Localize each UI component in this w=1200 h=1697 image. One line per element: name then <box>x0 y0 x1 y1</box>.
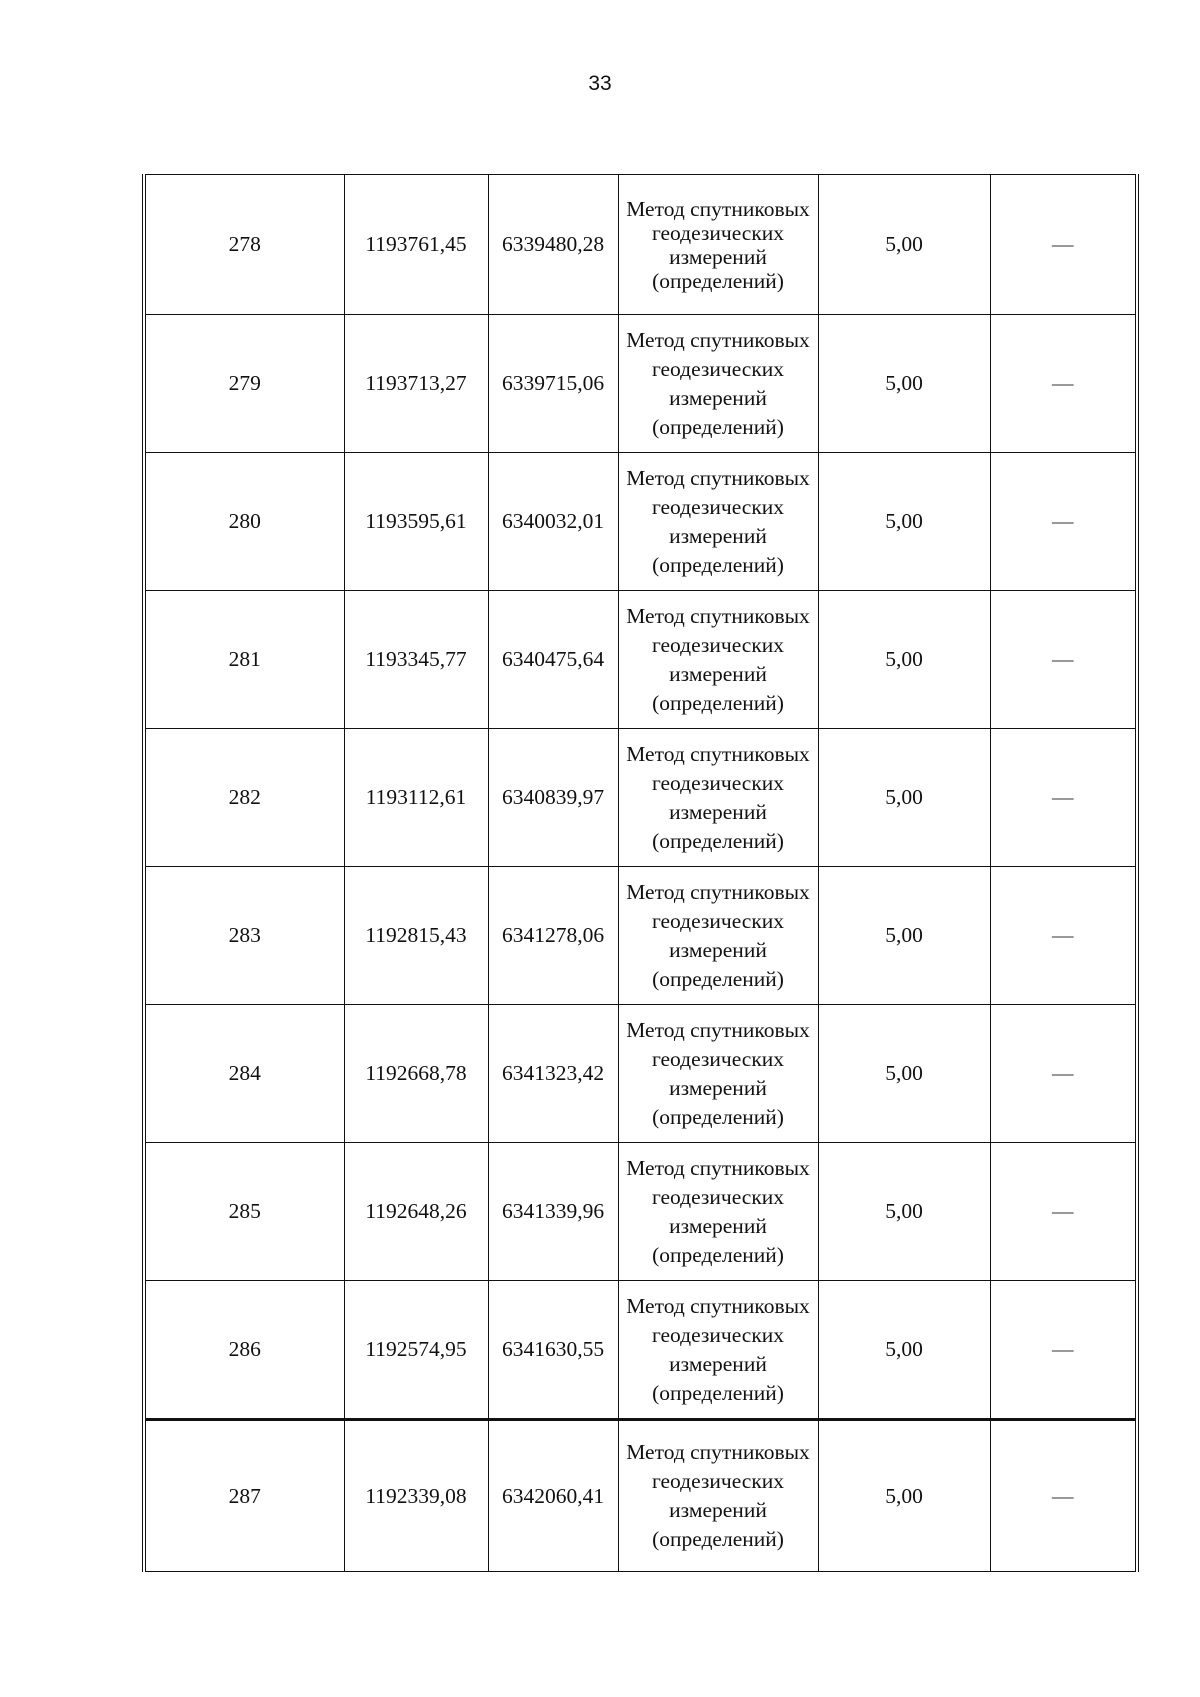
method-cell: Метод спутниковых геодезических измерений (определений) <box>618 867 818 1005</box>
table-row <box>144 1005 1137 1143</box>
y-coordinate-cell: 6339480,28 <box>488 175 618 315</box>
page-number: 33 <box>588 72 612 95</box>
method-cell: Метод спутниковых геодезических измерений (определений) <box>618 1420 818 1572</box>
method-cell: Метод спутниковых геодезических измерений (определений) <box>618 453 818 591</box>
point-number-cell: 283 <box>144 867 344 1005</box>
y-coordinate-cell: 6341630,55 <box>488 1281 618 1420</box>
x-coordinate-cell: 1193595,61 <box>344 453 488 591</box>
note-cell <box>990 1143 1137 1281</box>
accuracy-cell: 5,00 <box>818 1005 990 1143</box>
accuracy-cell: 5,00 <box>818 1420 990 1572</box>
table-row <box>144 729 1137 867</box>
method-cell: Метод спутниковых геодезических измерений (определений) <box>618 1281 818 1420</box>
dash-mark: — <box>1052 1061 1074 1085</box>
accuracy-cell: 5,00 <box>818 315 990 453</box>
method-cell: Метод спутниковых геодезических измерений (определений) <box>618 175 818 315</box>
method-cell: Метод спутниковых геодезических измерений (определений) <box>618 591 818 729</box>
dash-mark: — <box>1052 232 1074 256</box>
method-cell: Метод спутниковых геодезических измерений (определений) <box>618 1005 818 1143</box>
table-row <box>144 591 1137 729</box>
note-cell <box>990 1281 1137 1420</box>
y-coordinate-cell: 6340475,64 <box>488 591 618 729</box>
note-cell <box>990 1420 1137 1572</box>
point-number-cell: 282 <box>144 729 344 867</box>
accuracy-cell: 5,00 <box>818 867 990 1005</box>
y-coordinate-cell: 6339715,06 <box>488 315 618 453</box>
point-number-cell: 287 <box>144 1420 344 1572</box>
x-coordinate-cell: 1192574,95 <box>344 1281 488 1420</box>
note-cell <box>990 453 1137 591</box>
point-number-cell: 285 <box>144 1143 344 1281</box>
dash-mark: — <box>1052 509 1074 533</box>
y-coordinate-cell: 6342060,41 <box>488 1420 618 1572</box>
table-row <box>144 315 1137 453</box>
note-cell <box>990 729 1137 867</box>
note-cell <box>990 175 1137 315</box>
accuracy-cell: 5,00 <box>818 1281 990 1420</box>
note-cell <box>990 315 1137 453</box>
dash-mark: — <box>1052 785 1074 809</box>
point-number-cell: 286 <box>144 1281 344 1420</box>
point-number-cell: 278 <box>144 175 344 315</box>
dash-mark: — <box>1052 647 1074 671</box>
accuracy-cell: 5,00 <box>818 175 990 315</box>
x-coordinate-cell: 1193112,61 <box>344 729 488 867</box>
dash-mark: — <box>1052 1199 1074 1223</box>
x-coordinate-cell: 1193761,45 <box>344 175 488 315</box>
point-number-cell: 279 <box>144 315 344 453</box>
point-number-cell: 284 <box>144 1005 344 1143</box>
dash-mark: — <box>1052 923 1074 947</box>
table-row <box>144 175 1137 315</box>
x-coordinate-cell: 1192815,43 <box>344 867 488 1005</box>
y-coordinate-cell: 6341339,96 <box>488 1143 618 1281</box>
y-coordinate-cell: 6341323,42 <box>488 1005 618 1143</box>
dash-mark: — <box>1052 371 1074 395</box>
x-coordinate-cell: 1192668,78 <box>344 1005 488 1143</box>
accuracy-cell: 5,00 <box>818 591 990 729</box>
dash-mark: — <box>1052 1337 1074 1361</box>
x-coordinate-cell: 1193345,77 <box>344 591 488 729</box>
method-cell: Метод спутниковых геодезических измерений (определений) <box>618 315 818 453</box>
table-row <box>144 1420 1137 1572</box>
coordinates-table <box>142 174 1139 1572</box>
note-cell <box>990 867 1137 1005</box>
table-row <box>144 1281 1137 1420</box>
y-coordinate-cell: 6340839,97 <box>488 729 618 867</box>
dash-mark: — <box>1052 1483 1074 1508</box>
y-coordinate-cell: 6341278,06 <box>488 867 618 1005</box>
accuracy-cell: 5,00 <box>818 729 990 867</box>
x-coordinate-cell: 1192339,08 <box>344 1420 488 1572</box>
y-coordinate-cell: 6340032,01 <box>488 453 618 591</box>
method-cell: Метод спутниковых геодезических измерений (определений) <box>618 729 818 867</box>
table-row <box>144 867 1137 1005</box>
x-coordinate-cell: 1192648,26 <box>344 1143 488 1281</box>
note-cell <box>990 1005 1137 1143</box>
note-cell <box>990 591 1137 729</box>
x-coordinate-cell: 1193713,27 <box>344 315 488 453</box>
accuracy-cell: 5,00 <box>818 1143 990 1281</box>
coordinates-table-container <box>142 174 1135 1572</box>
table-row <box>144 1143 1137 1281</box>
method-cell: Метод спутниковых геодезических измерений (определений) <box>618 1143 818 1281</box>
point-number-cell: 281 <box>144 591 344 729</box>
accuracy-cell: 5,00 <box>818 453 990 591</box>
table-row <box>144 453 1137 591</box>
point-number-cell: 280 <box>144 453 344 591</box>
